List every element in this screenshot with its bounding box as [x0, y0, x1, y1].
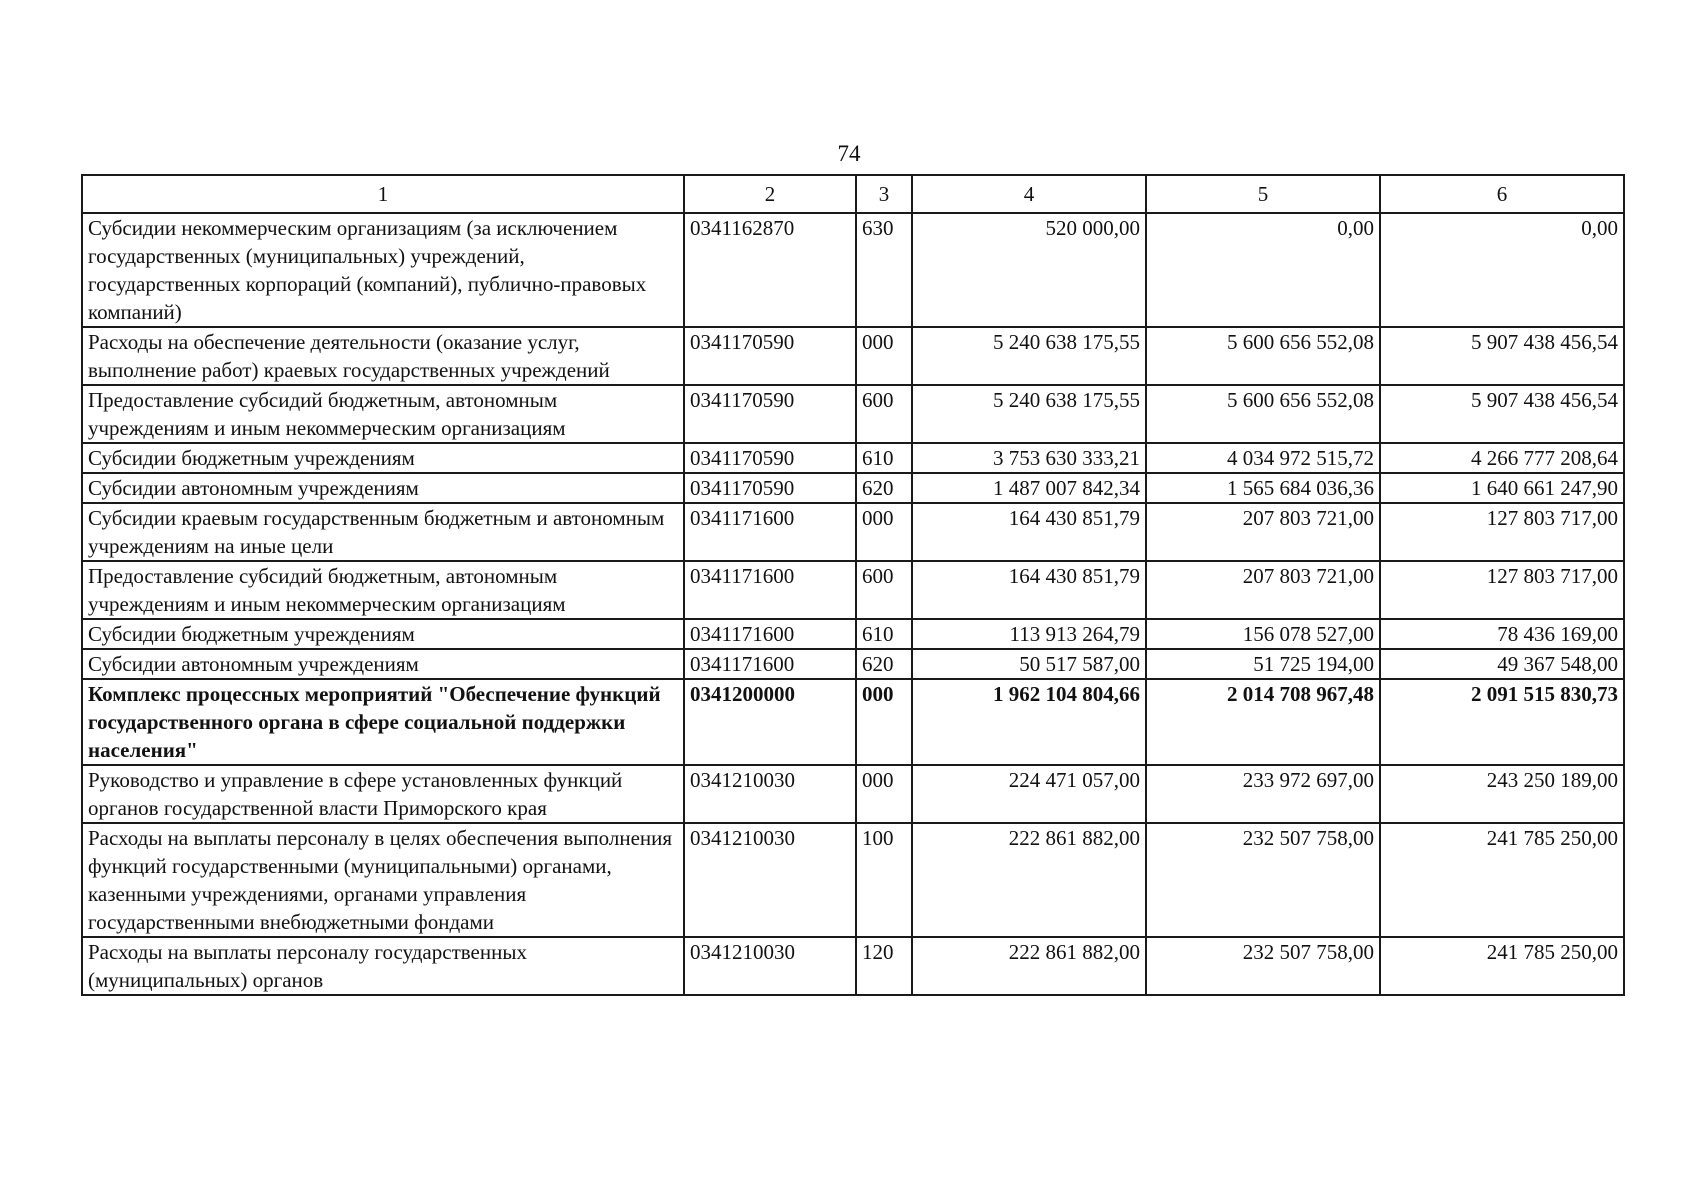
amount-col-5-cell: 233 972 697,00	[1146, 765, 1380, 823]
expense-type-code-cell: 000	[856, 327, 912, 385]
amount-col-4-cell: 1 962 104 804,66	[912, 679, 1146, 765]
expense-type-code-cell: 600	[856, 561, 912, 619]
header-col-4: 4	[912, 175, 1146, 213]
amount-col-6-cell: 2 091 515 830,73	[1380, 679, 1624, 765]
amount-col-4-cell: 164 430 851,79	[912, 561, 1146, 619]
expense-type-code-cell: 000	[856, 765, 912, 823]
header-col-6: 6	[1380, 175, 1624, 213]
target-article-code-cell: 0341170590	[684, 385, 856, 443]
amount-col-6-cell: 127 803 717,00	[1380, 561, 1624, 619]
amount-col-4-cell: 3 753 630 333,21	[912, 443, 1146, 473]
expense-name-cell: Расходы на выплаты персоналу в целях обеспечения выполнения функций государственными (муниципальными) органами, казенными учреждениями, органами управления государственными внебюджетными фондами	[82, 823, 684, 937]
amount-col-4-cell: 222 861 882,00	[912, 937, 1146, 995]
amount-col-4-cell: 5 240 638 175,55	[912, 327, 1146, 385]
amount-col-5-cell: 0,00	[1146, 213, 1380, 327]
amount-col-4-cell: 1 487 007 842,34	[912, 473, 1146, 503]
amount-col-5-cell: 51 725 194,00	[1146, 649, 1380, 679]
expense-name-cell: Субсидии автономным учреждениям	[82, 649, 684, 679]
table-row	[82, 327, 1624, 385]
target-article-code-cell: 0341170590	[684, 443, 856, 473]
header-col-1: 1	[82, 175, 684, 213]
expense-name-cell: Расходы на выплаты персоналу государственных (муниципальных) органов	[82, 937, 684, 995]
amount-col-4-cell: 520 000,00	[912, 213, 1146, 327]
table-row	[82, 503, 1624, 561]
target-article-code-cell: 0341171600	[684, 561, 856, 619]
amount-col-5-cell: 4 034 972 515,72	[1146, 443, 1380, 473]
expense-name-cell: Руководство и управление в сфере установленных функций органов государственной власти Приморского края	[82, 765, 684, 823]
target-article-code-cell: 0341200000	[684, 679, 856, 765]
table-row	[82, 473, 1624, 503]
amount-col-5-cell: 5 600 656 552,08	[1146, 385, 1380, 443]
table-row	[82, 561, 1624, 619]
amount-col-4-cell: 222 861 882,00	[912, 823, 1146, 937]
table-row	[82, 213, 1624, 327]
table-row	[82, 765, 1624, 823]
header-col-2: 2	[684, 175, 856, 213]
amount-col-6-cell: 243 250 189,00	[1380, 765, 1624, 823]
expense-type-code-cell: 000	[856, 679, 912, 765]
header-row	[82, 175, 1624, 213]
amount-col-6-cell: 5 907 438 456,54	[1380, 327, 1624, 385]
expense-name-cell: Комплекс процессных мероприятий "Обеспечение функций государственного органа в сфере социальной поддержки населения"	[82, 679, 684, 765]
expense-type-code-cell: 610	[856, 443, 912, 473]
amount-col-5-cell: 5 600 656 552,08	[1146, 327, 1380, 385]
target-article-code-cell: 0341171600	[684, 503, 856, 561]
amount-col-6-cell: 4 266 777 208,64	[1380, 443, 1624, 473]
expense-name-cell: Субсидии бюджетным учреждениям	[82, 619, 684, 649]
amount-col-5-cell: 1 565 684 036,36	[1146, 473, 1380, 503]
expense-name-cell: Субсидии некоммерческим организациям (за исключением государственных (муниципальных) учреждений, государственных корпораций (компаний), публично-правовых компаний)	[82, 213, 684, 327]
amount-col-6-cell: 49 367 548,00	[1380, 649, 1624, 679]
table-row	[82, 649, 1624, 679]
amount-col-4-cell: 5 240 638 175,55	[912, 385, 1146, 443]
table-row	[82, 937, 1624, 995]
target-article-code-cell: 0341170590	[684, 473, 856, 503]
expense-type-code-cell: 610	[856, 619, 912, 649]
expense-type-code-cell: 600	[856, 385, 912, 443]
expense-name-cell: Субсидии бюджетным учреждениям	[82, 443, 684, 473]
target-article-code-cell: 0341210030	[684, 765, 856, 823]
expense-name-cell: Предоставление субсидий бюджетным, автономным учреждениям и иным некоммерческим организациям	[82, 385, 684, 443]
expense-type-code-cell: 620	[856, 649, 912, 679]
expense-type-code-cell: 630	[856, 213, 912, 327]
budget-table	[81, 174, 1625, 996]
table-row	[82, 679, 1624, 765]
amount-col-5-cell: 207 803 721,00	[1146, 503, 1380, 561]
expense-type-code-cell: 100	[856, 823, 912, 937]
amount-col-6-cell: 78 436 169,00	[1380, 619, 1624, 649]
amount-col-5-cell: 2 014 708 967,48	[1146, 679, 1380, 765]
amount-col-6-cell: 0,00	[1380, 213, 1624, 327]
amount-col-5-cell: 156 078 527,00	[1146, 619, 1380, 649]
amount-col-4-cell: 50 517 587,00	[912, 649, 1146, 679]
amount-col-4-cell: 164 430 851,79	[912, 503, 1146, 561]
expense-name-cell: Предоставление субсидий бюджетным, автономным учреждениям и иным некоммерческим организациям	[82, 561, 684, 619]
table-row	[82, 385, 1624, 443]
target-article-code-cell: 0341171600	[684, 649, 856, 679]
amount-col-6-cell: 241 785 250,00	[1380, 823, 1624, 937]
amount-col-6-cell: 1 640 661 247,90	[1380, 473, 1624, 503]
amount-col-6-cell: 241 785 250,00	[1380, 937, 1624, 995]
target-article-code-cell: 0341170590	[684, 327, 856, 385]
target-article-code-cell: 0341210030	[684, 937, 856, 995]
expense-type-code-cell: 000	[856, 503, 912, 561]
expense-name-cell: Субсидии краевым государственным бюджетным и автономным учреждениям на иные цели	[82, 503, 684, 561]
header-col-3: 3	[856, 175, 912, 213]
expense-name-cell: Расходы на обеспечение деятельности (оказание услуг, выполнение работ) краевых государственных учреждений	[82, 327, 684, 385]
amount-col-6-cell: 127 803 717,00	[1380, 503, 1624, 561]
amount-col-5-cell: 232 507 758,00	[1146, 937, 1380, 995]
amount-col-5-cell: 232 507 758,00	[1146, 823, 1380, 937]
expense-type-code-cell: 620	[856, 473, 912, 503]
amount-col-5-cell: 207 803 721,00	[1146, 561, 1380, 619]
page-number: 74	[837, 141, 861, 166]
table-row	[82, 443, 1624, 473]
amount-col-4-cell: 113 913 264,79	[912, 619, 1146, 649]
expense-type-code-cell: 120	[856, 937, 912, 995]
header-col-5: 5	[1146, 175, 1380, 213]
target-article-code-cell: 0341162870	[684, 213, 856, 327]
target-article-code-cell: 0341171600	[684, 619, 856, 649]
table-row	[82, 823, 1624, 937]
table-row	[82, 619, 1624, 649]
target-article-code-cell: 0341210030	[684, 823, 856, 937]
amount-col-4-cell: 224 471 057,00	[912, 765, 1146, 823]
amount-col-6-cell: 5 907 438 456,54	[1380, 385, 1624, 443]
expense-name-cell: Субсидии автономным учреждениям	[82, 473, 684, 503]
